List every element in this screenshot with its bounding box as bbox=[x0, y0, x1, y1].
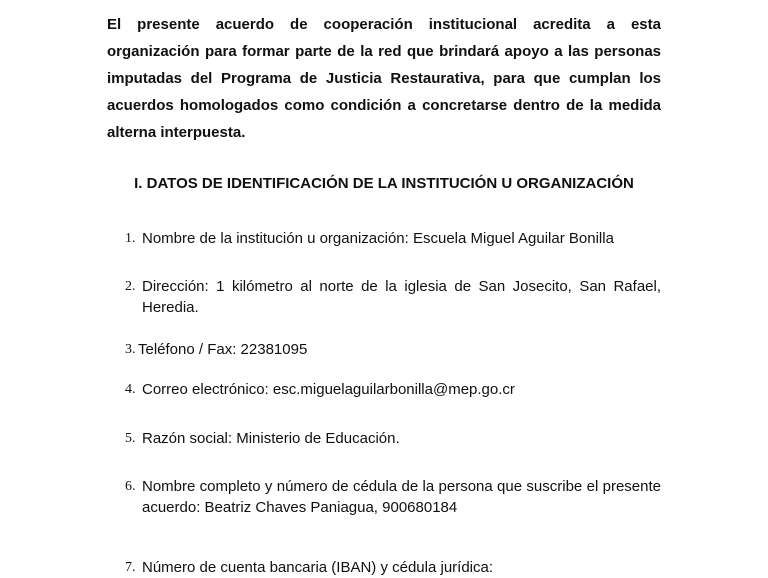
list-item bbox=[125, 379, 661, 400]
item-text: Nombre de la institución u organización: Escuela Miguel Aguilar Bonilla bbox=[142, 230, 614, 247]
list-item bbox=[125, 428, 661, 449]
item-text: Número de cuenta bancaria (IBAN) y cédula jurídica: bbox=[142, 559, 494, 576]
list-item bbox=[125, 339, 661, 360]
list-item bbox=[125, 228, 661, 249]
item-number: 4. bbox=[125, 382, 136, 397]
section-heading: I. DATOS DE IDENTIFICACIÓN DE LA INSTITUCIÓN U ORGANIZACIÓN bbox=[134, 175, 634, 192]
item-text: Teléfono / Fax: 22381095 bbox=[138, 341, 308, 358]
list-item bbox=[125, 557, 661, 578]
item-text: Correo electrónico: esc.miguelaguilarbonilla@mep.go.cr bbox=[142, 381, 515, 398]
item-number: 3. bbox=[125, 342, 136, 357]
item-number: 6. bbox=[125, 479, 136, 494]
item-number: 1. bbox=[125, 231, 136, 246]
item-number: 7. bbox=[125, 560, 136, 575]
item-number: 5. bbox=[125, 431, 136, 446]
list-item bbox=[125, 476, 661, 518]
intro-paragraph: El presente acuerdo de cooperación institucional acredita a esta organización para formar parte de la red que brindará apoyo a las personas imputadas del Programa de Justicia Restaurativa, para que cumplan los acuerdos homologados como condición a concretarse dentro de la medida alterna interpuesta. bbox=[107, 16, 661, 141]
item-text: Razón social: Ministerio de Educación. bbox=[142, 430, 400, 447]
item-number: 2. bbox=[125, 279, 136, 294]
item-text: Dirección: 1 kilómetro al norte de la iglesia de San Josecito, San Rafael, Heredia. bbox=[142, 278, 661, 316]
list-item bbox=[125, 276, 661, 318]
item-text: Nombre completo y número de cédula de la persona que suscribe el presente acuerdo: Beatriz Chaves Paniagua, 900680184 bbox=[142, 478, 661, 516]
